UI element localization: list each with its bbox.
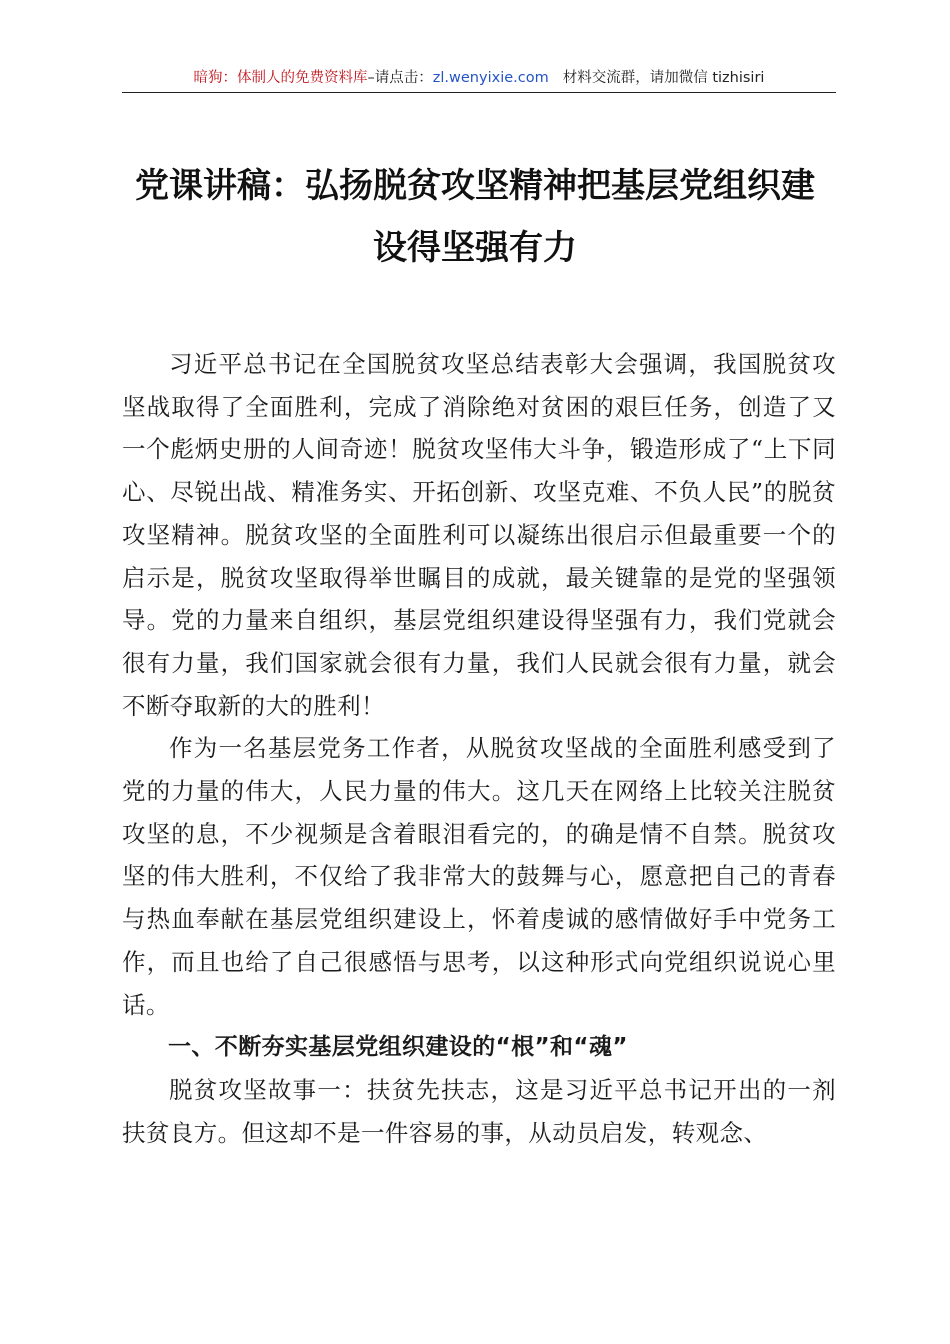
header-url-link[interactable]: zl.wenyixie.com bbox=[432, 70, 549, 86]
header-click-prompt: –请点击： bbox=[367, 70, 433, 86]
header-source: 暗狗：体制人的免费资料库 bbox=[193, 70, 368, 86]
page-header bbox=[122, 66, 836, 93]
paragraph-2: 作为一名基层党务工作者，从脱贫攻坚战的全面胜利感受到了党的力量的伟大，人民力量的伟大。这几天在网络上比较关注脱贫攻坚的息，不少视频是含着眼泪看完的，的确是情不自禁。脱贫攻坚的伟大胜利，不仅给了我非常大的鼓舞与心，愿意把自己的青春与热血奉献在基层党组织建设上，怀着虔诚的感情做好手中党务工作，而且也给了自己很感悟与思考，以这种形式向党组织说说心里话。 bbox=[122, 734, 836, 1019]
paragraph-3: 脱贫攻坚故事一：扶贫先扶志，这是习近平总书记开出的一剂扶贫良方。但这却不是一件容易的事，从动员启发，转观念、 bbox=[122, 1075, 836, 1147]
document-body bbox=[122, 343, 836, 1154]
title-line-1: 党课讲稿：弘扬脱贫攻坚精神把基层党组织建 bbox=[135, 166, 815, 206]
document-title bbox=[110, 155, 840, 279]
paragraph-1: 习近平总书记在全国脱贫攻坚总结表彰大会强调，我国脱贫攻坚战取得了全面胜利，完成了消除绝对贫困的艰巨任务，创造了又一个彪炳史册的人间奇迹！脱贫攻坚伟大斗争，锻造形成了“上下同心、尽锐出战、精准务实、开拓创新、攻坚克难、不负人民”的脱贫攻坚精神。脱贫攻坚的全面胜利可以凝练出很启示但最重要一个的启示是，脱贫攻坚取得举世瞩目的成就，最关键靠的是党的坚强领导。党的力量来自组织，基层党组织建设得坚强有力，我们党就会很有力量，我们国家就会很有力量，我们人民就会很有力量，就会不断夺取新的大的胜利！ bbox=[122, 350, 836, 720]
section-heading-1: 一、不断夯实基层党组织建设的“根”和“魂” bbox=[168, 1034, 628, 1061]
header-wechat-note: 材料交流群，请加微信 tizhisiri bbox=[562, 70, 765, 86]
title-line-2: 设得坚强有力 bbox=[373, 228, 577, 268]
